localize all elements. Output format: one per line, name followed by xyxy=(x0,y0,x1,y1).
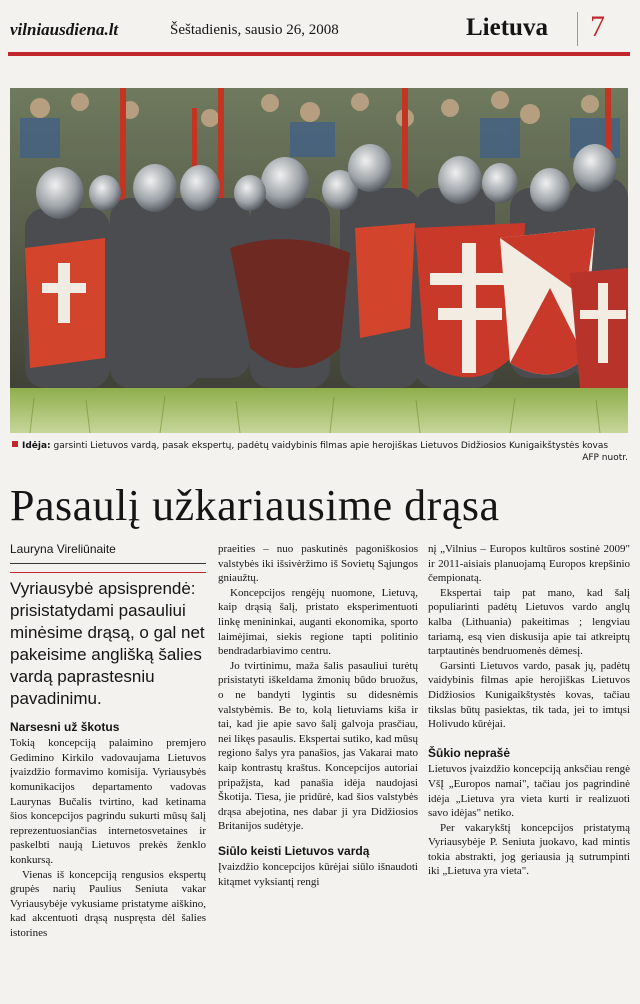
page-number: 7 xyxy=(590,10,605,43)
byline: Lauryna Vireliūnaite xyxy=(10,542,116,556)
paragraph: Lietuvos įvaizdžio koncepciją anksčiau rengė VšĮ „Europos namai", tačiau jos pagrindinė idėja „Lietuva yra vieta kurti ir realizuoti savo idėjas" netiko. xyxy=(428,763,630,820)
paragraph: Koncepcijos rengėjų nuomone, Lietuvą, kaip drąsią šalį, pristato eksperimentuoti linkę menininkai, auganti ekonomika, sporto laimėjimai, siekis regione tapti politinio bendradarbiavimo centru. xyxy=(218,586,418,658)
site-name[interactable]: vilniausdiena.lt xyxy=(10,20,119,39)
paragraph: Įvaizdžio koncepcijos kūrėjai siūlo išnaudoti kitąmet vyksiantį rengi xyxy=(218,861,418,889)
paragraph: Garsinti Lietuvos vardo, pasak jų, padėtų vaidybinis filmas apie herojiškas Lietuvos Didžiosios Kunigaikštystės kovas, tačiau tikslas būtų pasiektas, tik tada, jei to imtųsi Holivudo kūrėjai. xyxy=(428,659,630,731)
article-column-1 xyxy=(10,542,206,941)
paragraph: praeities – nuo paskutinės pagoniškosios valstybės iki išsivėržimo iš Sovietų Sąjungos gniaužtų. xyxy=(218,543,418,585)
subheading-1: Narsesni už škotus xyxy=(10,719,120,734)
article-column-3 xyxy=(428,542,630,879)
subheading-3: Šūkio neprašė xyxy=(428,745,511,760)
article-headline: Pasaulį užkariausime drąsa xyxy=(10,481,500,530)
caption-marker xyxy=(12,441,18,447)
paragraph: Jo tvirtinimu, maža šalis pasauliui turėtų prisistatyti iškeldama žmonių būdo bruožus, o ne bandyti lygintis su didesnėmis valstybėmis. Be to, kolą lietuviams kiša ir tai, kad jie apie savo šalį galvoja prasčiau, nei likęs pasaulis. Ekspertai sutiko, kad mūsų regiono šalys yra panašios, jas Vakarai mato kaip kontrastų kraštus. Koncepcijos autoriai pripažįsta, kad panašia idėja naudojasi Škotija. Tiesa, jie pridūrė, kad šios valstybės drąsa abejotina, nes dabar ji yra Didžiosios Britanijos sudėtyje. xyxy=(218,659,418,833)
byline-rule xyxy=(10,563,206,564)
news-photo xyxy=(10,88,628,433)
issue-date: Šeštadienis, sausio 26, 2008 xyxy=(170,22,339,38)
paragraph: Per vakarykštį koncepcijos pristatymą Vyriausybėje P. Seniuta juokavo, kad mintis tokia abstrakti, jog geriausia ją sutrumpinti iki „Lietuva yra vieta". xyxy=(428,821,630,878)
paragraph: Tokią koncepciją palaimino premjero Gedimino Kirkilo vadovaujama Lietuvos įvaizdžio formavimo komisija. Vyriausybės komunikacijos departamento vadovas Laurynas Bučalis tvirtino, kad ketinama šios koncepcijos pagrindu sukurti mūsų šalį reprezentuosiančias internetosvetaines ir paskelbti naują Lietuvos prekės ženklo konkursą. xyxy=(10,737,206,866)
paragraph: Ekspertai taip pat mano, kad šalį populiarinti padėtų Lietuvos vardo anglų kalba (Lithuania) pakeitimas ; lengviau tariamą, esą vien diskusija apie tai atkreiptų tarptautinės bendruomenės dėmesį. xyxy=(428,586,630,658)
knights-reenactment-image xyxy=(10,88,628,433)
subheading-2: Siūlo keisti Lietuvos vardą xyxy=(218,843,370,858)
page-header xyxy=(0,0,640,56)
header-divider xyxy=(577,12,578,46)
article-lede: Vyriausybė apsisprendė: prisistatydami pasauliui minėsime drąsą, o gal net pakeisime anglišką šalies vardą paprastesniu pavadinimu. xyxy=(10,578,205,708)
caption-lead: Idėja: xyxy=(22,441,51,451)
paragraph: Vienas iš koncepciją rengusios ekspertų grupės narių Paulius Seniuta vakar Vyriausybėje vykusiame pristatyme aiškino, kad akcentuoti drąsą nuspręsta dėl šalies istorines xyxy=(10,868,206,939)
section-title: Lietuva xyxy=(466,14,548,41)
article-column-2 xyxy=(218,542,418,890)
photo-caption xyxy=(12,440,630,453)
header-rule xyxy=(8,52,630,56)
caption-text: garsinti Lietuvos vardą, pasak ekspertų, padėtų vaidybinis filmas apie herojiškas Lietuvos Didžiosios Kunigaikštystės kovas xyxy=(53,441,609,451)
paragraph: nį „Vilnius – Europos kultūros sostinė 2009" ir 2011-aisiais planuojamą Europos krepšinio čempionatą. xyxy=(428,543,630,585)
lede-rule xyxy=(10,572,206,573)
photo-credit: AFP nuotr. xyxy=(582,453,628,463)
